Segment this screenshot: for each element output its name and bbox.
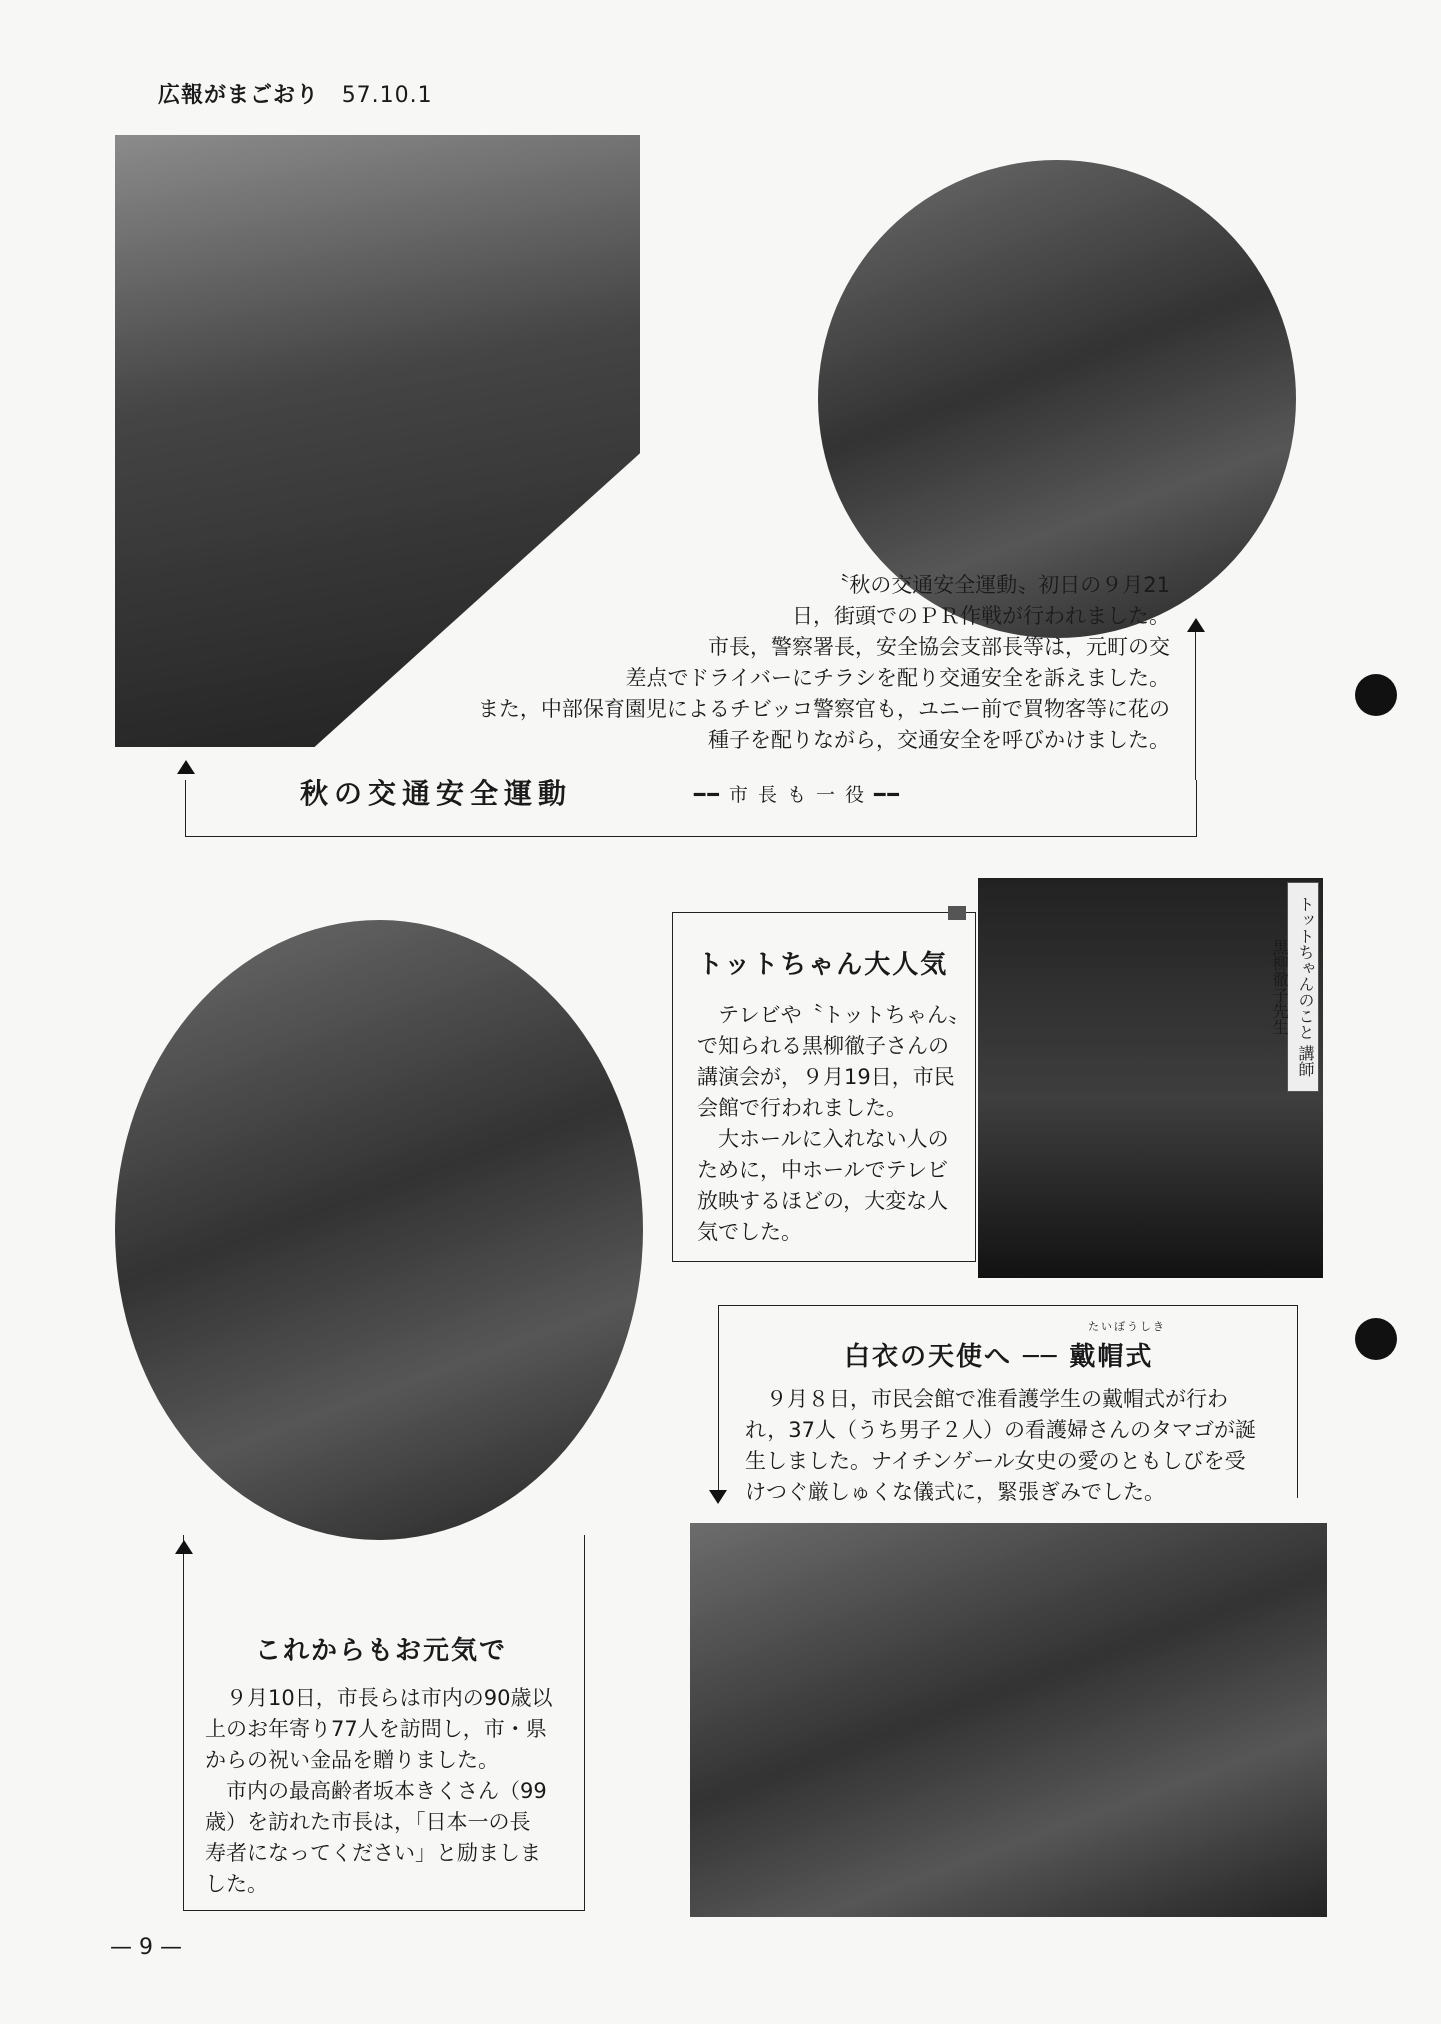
totto-title: トットちゃん大人気 — [697, 950, 949, 980]
totto-body — [697, 1000, 967, 1248]
nurse-line: ９月８日，市民会館で准看護学生の戴帽式が行わ — [766, 1387, 1228, 1411]
totto-line: 気でした。 — [697, 1220, 802, 1244]
publication-title: 広報がまごおり — [158, 83, 320, 108]
elder-line: 上のお年寄り77人を訪問し，市・県 — [205, 1717, 547, 1741]
totto-corner-icon — [948, 906, 966, 920]
traffic-caption-line: 日，街頭でのＰＲ作戦が行われました。 — [792, 604, 1170, 628]
totto-lecture-photo — [978, 878, 1323, 1278]
totto-line: 会館で行われました。 — [697, 1096, 907, 1120]
elder-line: 市内の最高齢者坂本きくさん（99 — [226, 1779, 547, 1803]
totto-line: で知られる黒柳徹子さんの — [697, 1034, 949, 1058]
nurse-line: けつぐ厳しゅくな儀式に，緊張ぎみでした。 — [745, 1480, 1165, 1504]
traffic-arrow-left-icon — [177, 760, 195, 774]
nurse-arrow-icon — [709, 1490, 727, 1504]
elder-title: これからもお元気で — [255, 1636, 508, 1666]
elder-line: 寿者になってください」と励ましま — [205, 1841, 541, 1865]
nurse-line: れ，37人（うち男子２人）の看護婦さんのタマゴが誕 — [745, 1418, 1256, 1442]
totto-line: テレビや〝トットちゃん〟 — [718, 1003, 969, 1027]
page-number: — 9 — — [110, 1935, 182, 1960]
elder-body — [205, 1683, 575, 1900]
totto-line: 放映するほどの，大変な人 — [697, 1189, 949, 1213]
totto-line: 講演会が，９月19日，市民 — [697, 1065, 955, 1089]
nurse-ruby: たいぼうしき — [1088, 1320, 1166, 1333]
bullet-dot-icon — [1355, 674, 1397, 716]
traffic-arrow-right-icon — [1187, 618, 1205, 632]
nurse-capping-photo — [690, 1523, 1327, 1917]
totto-line: ために，中ホールでテレビ — [697, 1158, 949, 1182]
page-header — [158, 78, 433, 109]
lecture-sign: トットちゃんのこと 講師 黒柳徹子先生 — [1287, 882, 1319, 1092]
traffic-driver-photo — [818, 160, 1296, 638]
elder-visit-photo — [115, 920, 643, 1540]
traffic-caption-line: また，中部保育園児によるチビッコ警察官も，ユニー前で買物客等に花の — [477, 697, 1170, 721]
traffic-title: 秋の交通安全運動 — [290, 772, 582, 812]
nurse-line: 生しました。ナイチンゲール女史の愛のともしびを受 — [745, 1449, 1246, 1473]
traffic-caption-line: 種子を配りながら，交通安全を呼びかけました。 — [708, 728, 1170, 752]
traffic-caption-line: 市長，警察署長，安全協会支部長等は，元町の交 — [708, 635, 1170, 659]
traffic-caption-line: 〝秋の交通安全運動〟初日の９月21 — [828, 573, 1170, 597]
traffic-caption — [400, 570, 1170, 756]
elder-arrow-icon — [175, 1540, 193, 1554]
nurse-body — [745, 1384, 1290, 1508]
elder-line: ９月10日，市長らは市内の90歳以 — [226, 1686, 553, 1710]
elder-line: からの祝い金品を贈りました。 — [205, 1748, 499, 1772]
nurse-title: 白衣の天使へ ── 戴帽式 — [838, 1336, 1159, 1373]
totto-line: 大ホールに入れない人の — [718, 1127, 949, 1151]
elder-line: 歳）を訪れた市長は，「日本一の長 — [205, 1810, 531, 1834]
elder-line: した。 — [205, 1872, 268, 1896]
traffic-subtitle: ━━ 市 長 も 一 役 ━━ — [688, 780, 907, 807]
traffic-bracket-riser — [1195, 632, 1196, 780]
traffic-caption-line: 差点でドライバーにチラシを配り交通安全を訴えました。 — [625, 666, 1170, 690]
issue-date: 57.10.1 — [341, 83, 433, 108]
bullet-dot-icon — [1355, 1318, 1397, 1360]
